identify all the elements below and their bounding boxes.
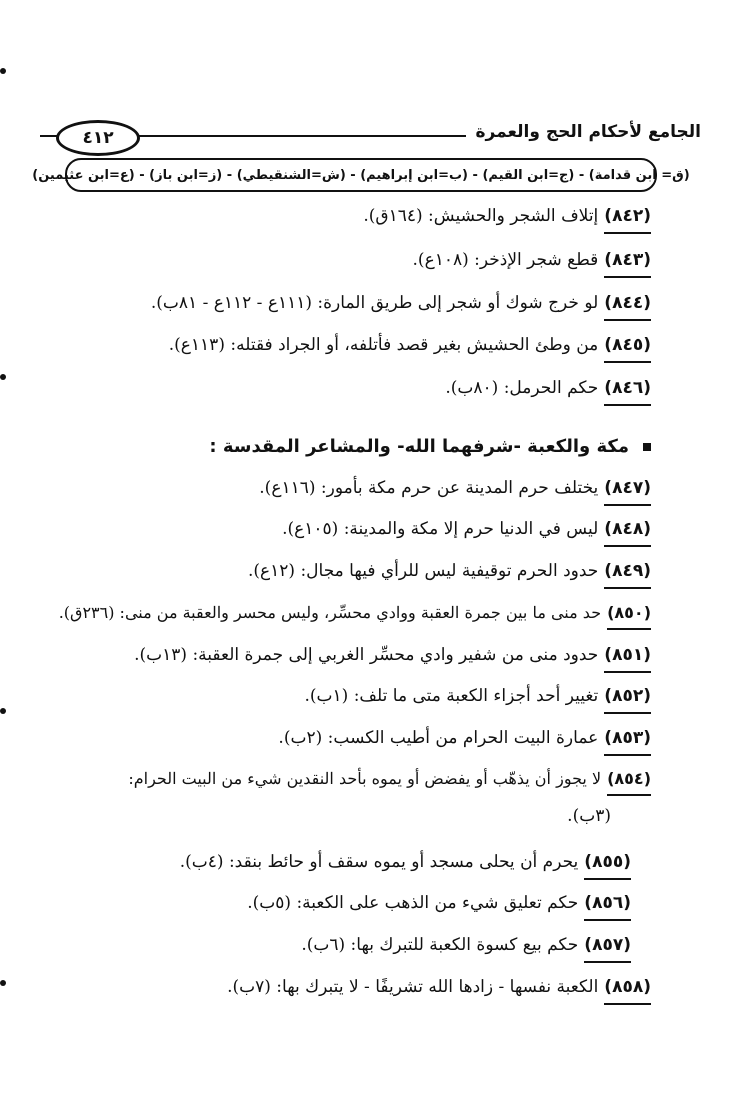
entry-text: تغيير أحد أجزاء الكعبة متى ما تلف: (١ب). bbox=[304, 686, 599, 706]
entry-number: (٨٥٢) bbox=[604, 686, 651, 714]
entry-number: (٨٥٧) bbox=[584, 935, 631, 963]
entry-853 bbox=[60, 728, 651, 756]
margin-dot bbox=[0, 68, 6, 74]
entry-number: (٨٤٦) bbox=[604, 378, 651, 406]
entry-number: (٨٥٤) bbox=[607, 769, 651, 796]
entry-text: حدود منى من شفير وادي محسِّر الغربي إلى جمرة العقبة: (١٣ب). bbox=[134, 645, 599, 665]
margin-dot bbox=[0, 708, 6, 714]
entry-text: يحرم أن يحلى مسجد أو يموه سقف أو حائط بنقد: (٤ب). bbox=[179, 852, 579, 872]
square-bullet-icon bbox=[643, 443, 651, 451]
entry-number: (٨٥٥) bbox=[584, 852, 631, 880]
section-heading-text: مكة والكعبة -شرفهما الله- والمشاعر المقدسة : bbox=[209, 436, 629, 457]
entry-number: (٨٤٩) bbox=[604, 561, 651, 589]
entry-842 bbox=[60, 206, 651, 234]
entry-854 bbox=[60, 769, 651, 796]
entry-text: يختلف حرم المدينة عن حرم مكة بأمور: (١١٦ع). bbox=[259, 478, 599, 498]
entry-844 bbox=[60, 293, 651, 321]
entry-text: من وطئ الحشيش بغير قصد فأتلفه، أو الجراد فقتله: (١١٣ع). bbox=[168, 335, 599, 355]
book-title: الجامع لأحكام الحج والعمرة bbox=[466, 122, 701, 142]
entry-number: (٨٤٣) bbox=[604, 250, 651, 278]
entry-number: (٨٤٨) bbox=[604, 519, 651, 547]
entry-text: قطع شجر الإذخر: (١٠٨ع). bbox=[412, 250, 599, 270]
entry-number: (٨٥١) bbox=[604, 645, 651, 673]
entry-number: (٨٤٤) bbox=[604, 293, 651, 321]
entry-849 bbox=[60, 561, 651, 589]
entry-845 bbox=[60, 335, 651, 363]
entry-843 bbox=[60, 250, 651, 278]
entry-851 bbox=[60, 645, 651, 673]
entry-number: (٨٥٨) bbox=[604, 977, 651, 1005]
margin-dot bbox=[0, 374, 6, 380]
entry-number: (٨٤٢) bbox=[604, 206, 651, 234]
entry-855 bbox=[60, 852, 631, 880]
running-header bbox=[40, 114, 701, 154]
entry-857 bbox=[60, 935, 631, 963]
entry-number: (٨٥٦) bbox=[584, 893, 631, 921]
entry-text: حكم بيع كسوة الكعبة للتبرك بها: (٦ب). bbox=[301, 935, 579, 955]
entry-text: ليس في الدنيا حرم إلا مكة والمدينة: (١٠٥ع). bbox=[282, 519, 599, 539]
entry-856 bbox=[60, 893, 631, 921]
entry-text: لو خرج شوك أو شجر إلى طريق المارة: (١١١ع - ١١٢ع - ٨١ب). bbox=[150, 293, 599, 313]
entry-text: الكعبة نفسها - زادها الله تشريفًا - لا يتبرك بها: (٧ب). bbox=[227, 977, 599, 997]
entry-number: (٨٤٥) bbox=[604, 335, 651, 363]
entry-text: إتلاف الشجر والحشيش: (١٦٤ق). bbox=[363, 206, 599, 226]
entry-854-continuation: (٣ب). bbox=[567, 806, 611, 826]
entry-text: حدود الحرم توقيفية ليس للرأي فيها مجال: (١٢ع). bbox=[247, 561, 599, 581]
entry-number: (٨٤٧) bbox=[604, 478, 651, 506]
entry-number: (٨٥٣) bbox=[604, 728, 651, 756]
entry-number: (٨٥٠) bbox=[607, 603, 651, 630]
margin-dot bbox=[0, 980, 6, 986]
page-number: ٤١٢ bbox=[56, 120, 140, 156]
entry-848 bbox=[60, 519, 651, 547]
entry-850 bbox=[60, 603, 651, 630]
entry-847 bbox=[60, 478, 651, 506]
entry-846 bbox=[60, 378, 651, 406]
entry-text: عمارة البيت الحرام من أطيب الكسب: (٢ب). bbox=[278, 728, 599, 748]
entry-text: حكم الحرمل: (٨٠ب). bbox=[445, 378, 599, 398]
entry-text: حد منى ما بين جمرة العقبة ووادي محسِّر، وليس محسر والعقبة من منى: (٢٣٦ق). bbox=[58, 603, 602, 622]
abbreviation-legend: (ق= ابن قدامة) - (ج=ابن القيم) - (ب=ابن إبراهيم) - (ش=الشنقيطي) - (ز=ابن باز) - (ع=ابن عثيمين) bbox=[65, 158, 657, 192]
entry-858 bbox=[60, 977, 651, 1005]
section-heading bbox=[209, 436, 651, 457]
entry-852 bbox=[60, 686, 651, 714]
entry-text: حكم تعليق شيء من الذهب على الكعبة: (٥ب). bbox=[247, 893, 579, 913]
entry-text: لا يجوز أن يذهّب أو يفضض أو يموه بأحد النقدين شيء من البيت الحرام: bbox=[128, 769, 602, 788]
